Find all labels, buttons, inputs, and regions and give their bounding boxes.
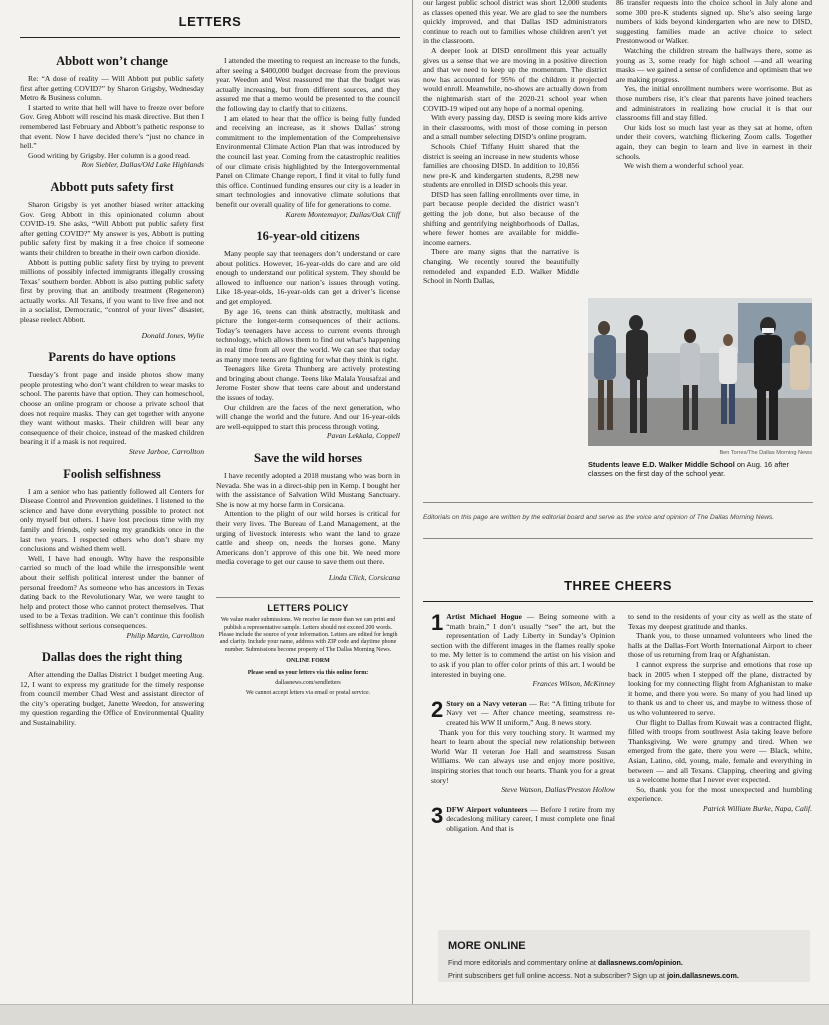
headline-abbott-wont-change: Abbott won’t change [56,54,168,68]
editorial-paragraph: With every passing day, DISD is seeing more kids arrive in their classrooms, with most of those coming in person and a small number selecting DISD’s online program. [423,113,607,142]
subscribe-link[interactable]: join.dallasnews.com. [666,971,739,980]
cheer-body: — Before I retire from my decadeslong military career, I must complete one final obligation. And that is [446,804,615,833]
policy-body: We value reader submissions. We receive far more than we can print and publish a representative sample. Letters should not exceed 200 words. Please include the source of your information. Letters are edited for length and clarity. Include your name, address with ZIP code and daytime phone number. Submissions become property of The Dallas Morning News. [218,617,398,653]
editorial-column-1 [423,0,607,286]
letter-paragraph: Attention to the plight of our wild horses is critical for their very lives. The Bureau of Land Management, at the urging of livestock interests who want the land to graze cattle and sheep on, needs the horses gone. Many Americans don’t approve of this one bit. We need more media coverage to get our cause to save them out there. [216,509,400,567]
letters-header [20,14,400,38]
cheer-body: — Being someone with a “math brain,” I don’t usually “see” the art, but the representation of Lady Liberty in Sunday’s Opinion section with the different images in the flames really spoke to me. My letter is to commend the artist on his vision and to ask if you plan to offer color prints of this art. I would be interested in buying one. [431,612,615,679]
letter-paragraph: Tuesday’s front page and inside photos show many people protesting who don’t want children to wear masks to school. The parents have that option. They can homeschool, choose an online program or choose a private school that does not require masks. They can get together with anyone they want without masks. Their children will bear any consequence of their choice, instead of the masked children bearing it if a mask is not required. [20,370,204,447]
letter-paragraph: Re: “A dose of reality — Will Abbott put public safety first after getting COVID?” by Sharon Grigsby, Wednesday Metro & Business column. [20,74,204,103]
editorial-paragraph: DISD has seen falling enrollments over time, in part because people decided the district wasn’t getting the job done, but also because of the shifting and gentrifying neighborhoods of Dallas, where fewer homes are available for middle-income earners. [423,189,579,247]
editorial-divider-bottom [423,538,813,539]
three-cheers-column-2 [628,612,812,813]
cheer-paragraph: So, thank you for the most unexpected and humbling experience. [628,784,812,804]
more-online-text: Print subscribers get full online access. Not a subscriber? Sign up at [448,971,667,980]
headline-parents-options: Parents do have options [48,350,176,365]
letters-policy [216,604,400,698]
more-online-box [438,930,810,982]
photo-credit: Ben Torres/The Dallas Morning News [719,450,812,456]
policy-online-label: ONLINE FORM [286,658,330,665]
editorial-column-2 [616,0,812,171]
cheer-lead: Story on a Navy veteran [446,698,527,708]
letter-signature: Philip Martin, Carrollton [126,630,204,640]
more-online-title: MORE ONLINE [448,940,526,952]
letter-paragraph: Sharon Grigsby is yet another biased writer attacking Gov. Greg Abbott in this opinionated column about COVID-19. She asks, “Will Abbott put public safety first after getting COVID?” My answer is yes, Abbott is putting public safety first by making it a free choice if someone wants their children to breathe in their own carbon dioxide. [20,199,204,257]
editorial-paragraph: A deeper look at DISD enrollment this year actually gives us a sense that we are moving in a positive direction and that we need to keep up the momentum. The district now has accounted for 95% of the children it projected would enroll. Meanwhile, no-shows are actually down from the nightmarish start of the 2020-21 school year when COVID-19 wiped out any hope of a normal opening. [423,45,607,113]
letter-signature: Steve Jarboe, Carrollton [128,447,204,456]
letter-paragraph: I am a senior who has patiently followed all Centers for Disease Control and Prevention guidelines. I listened to the science and have done everything possible to protect not only myself but others. I have lost precious time with my family and friends, only seeing my grandkids once in the last two years. I respected others who don’t share my conclusions and wished them well. [20,486,204,554]
letter-paragraph: I attended the meeting to request an increase to the funds, after seeing a $400,000 budget decrease from the previous year. Weedon and West reassured me that the budget was actually increasing, but from different sources, and they assured me that a memo would be presented to the council the following day to clarify that to citizens. [216,56,400,113]
letter-paragraph: After attending the Dallas District 1 budget meeting Aug. 12, I want to express my gratitude for the timely response from council member Chad West and assistant director of the city’s operating budget, Janette Weedon, for answering my question regarding the Office of Environmental Quality and Sustainability. [20,670,204,728]
letter-signature: Donald Jones, Wylie [141,330,204,340]
letter-paragraph: I started to write that hell will have to freeze over before Gov. Greg Abbott will rescind his mask directive. But then I remembered last February and Abbott’s pathetic response to that event. Now I have decided there’s “just no chance in hell.” [20,102,204,151]
letter-paragraph: Good writing by Grigsby. Her column is a good read. [28,150,191,160]
cheer-paragraph: I cannot express the surprise and emotions that rose up back in 2005 when I stepped off the plane, distracted by looking for my connecting flight from Afghanistan to make it home, and there you were. So many of you had lined up to thank us and to cheer us, and maybe to witness those of us who volunteered to serve. [628,659,812,717]
letters-column-2 [216,56,400,698]
letter-paragraph: Our children are the faces of the next generation, who will change the world and the future. And our 16-year-olds are well-equipped to start this process through voting. [216,402,400,431]
editorial-note: Editorials on this page are written by the editorial board and serve as the voice and opinion of The Dallas Morning News. [423,514,775,521]
policy-title: LETTERS POLICY [267,602,349,613]
letter-paragraph: I am elated to hear that the office is being fully funded and receiving an increase, as it shows Dallas’ strong commitment to the implementation of the Comprehensive Environmental Climate Action Plan that was introduced by the council last year. Coming from the catastrophic realities of our climate crisis highlighted by the Intergovernmental Panel on Climate Change report, I find it vital to fully fund this office. Continued funding ensures our city is a leader in smart technologies and innovative climate solutions that benefit our overall quality of life for generations to come. [216,113,400,209]
editorial-paragraph: There are many signs that the narrative is changing. We recently toured the beautifully remodeled and expanded E.D. Walker Middle School in North Dallas, [423,247,579,286]
cheer-item-2 [431,696,615,795]
cheer-item-3 [431,802,615,834]
three-cheers-title: THREE CHEERS [564,578,672,593]
editorial-divider [423,502,813,503]
letters-section-title: LETTERS [178,14,242,29]
editorial-paragraph: We wish them a wonderful school year. [624,161,744,171]
letter-paragraph: Many people say that teenagers don’t understand or care about politics. However, 16-year-olds do care and are old enough to understand our political system. They should be allowed to influence our nation’s issues through voting. Like 18-year-olds, 16-year-olds can get a driver’s license and get employed. [216,249,400,307]
letter-paragraph: Well, I have had enough. Why have the responsible carried so much of the load while the irresponsible went about their selfish political interest under the banner of personal freedom? As someone who has ancestors in Texas dating back to the Revolutionary War, we were taught to help and protect those who cannot protect themselves. That used to be a Texas tradition. We can’t continue this foolish selfishness without serious consequences. [20,553,204,630]
letter-signature: Karem Montemayor, Dallas/Oak Cliff [285,209,400,219]
caption-bold: Students leave E.D. Walker Middle School [588,460,735,469]
cheer-number: 1 [431,610,444,635]
cheer-paragraph: Thank you, to those unnamed volunteers who lined the halls at the Dallas-Fort Worth International Airport to cheer those of us returning from Iraq or Afghanistan. [628,631,812,660]
cheer-lead: DFW Airport volunteers [446,804,528,814]
headline-abbott-safety: Abbott puts safety first [50,179,174,194]
photo-caption [588,460,814,478]
caption-text: on Aug. 16 after classes on the first day of the school year. [588,460,790,478]
letter-paragraph: By age 16, teens can think abstractly, multitask and picture the longer-term consequences of their actions. Today’s teenagers have access to current events through technology, which allows them to find out what’s happening in real time from all over the world. We can see that today as many more teens are fighting for what they think is right. [216,306,400,364]
three-cheers-header [423,578,813,602]
policy-online-text: Please send us your letters via this online form: [247,669,369,676]
cheer-item-1 [431,612,615,689]
letter-paragraph: Teenagers like Greta Thunberg are actively protesting and bringing about change. Teens like Malala Yousafzai and Jerome Foster show that teens care about and understand the issues of today. [216,364,400,402]
opinion-link[interactable]: dallasnews.com/opinion. [597,958,683,967]
cheer-lead: Artist Michael Hogue [446,612,522,621]
editorial-paragraph: Schools Chief Tiffany Huitt shared that the district is seeing an increase in new students whose families are choosing DISD. In addition to 10,856 new pre-K and kindergarten students, 8,298 new students are enrolled in DISD schools this year. [423,141,579,190]
letter-paragraph: Abbott is putting public safety first by trying to prevent millions of possibly infected immigrants illegally crossing Texas’ southern border. Abbott is also putting public safety first by proving that an antibody treatment (Regeneron) actually works. All Texans, if you want to live free and not in a socialist, Democratic, “control of your lives” disaster, please reelect Abbott. [20,257,204,325]
more-online-line-1 [448,958,800,967]
students-photo-image [588,298,812,446]
policy-note: We cannot accept letters via email or postal service. [245,690,371,697]
headline-dallas-right-thing: Dallas does the right thing [41,650,183,665]
cheer-number: 2 [431,696,444,722]
letter-signature: Ron Siebler, Dallas/Old Lake Highlands [81,160,204,170]
cheer-signature: Steve Watson, Dallas/Preston Hollow [501,785,615,795]
headline-wild-horses: Save the wild horses [254,450,362,465]
cheer-signature: Frances Wilson, McKinney [532,679,615,689]
cheer-paragraph: Our flight to Dallas from Kuwait was a contracted flight, filled with troops from southwest Asia taking leave before Thanksgiving. We were grumpy and tired. When we emerged from the gate, there you were — Black, white, Asian, Latino, old, young, male, female and everything in between — and all Texans. Clapping, cheering and giving us a welcome home that I never ever expected. [628,717,812,785]
cheer-paragraph: to send to the residents of your city as well as the state of Texas my deepest gratitude and thanks. [628,612,812,631]
letter-paragraph: I have recently adopted a 2018 mustang who was born in Nevada. She was in a direct-ship pen in Kemp. I bought her with the assistance of Salvation Wild Mustang Sanctuary. She is now at my horse farm in Corsicana. [216,470,400,509]
headline-teen-citizens: 16-year-old citizens [256,229,360,244]
three-cheers-column-1 [431,612,615,833]
cheer-paragraph: Thank you for this very touching story. It warmed my heart to learn about the special new relationship between World War II veteran Joe Hall and seamstress Susan Williams. We can always use and enjoy more positive, inspiring stories that touch our hearts. Thank you for a great story! [431,727,615,785]
editorial-paragraph: 86 transfer requests into the choice school in July alone and some 300 pre-K students signed up. She’s also seeing large numbers of kids beyond kindergarten who are new to DISD, suggesting families made an active choice to select Prestonwood or Walker. [616,0,812,46]
editorial-paragraph: Yes, the initial enrollment numbers were worrisome. But as those numbers rise, it’s clear that parents have joined teachers and administrators in realizing how crucial it is that our classrooms fill and stay filled. [616,84,812,123]
cheer-number: 3 [431,802,444,828]
column-divider [412,0,413,1024]
letters-column-1 [20,46,204,728]
editorial-paragraph: our largest public school district was short 12,000 students as classes opened this year. We are glad to see the numbers quickly improved, and that Dallas ISD administrators continue to reach out to families whose children aren’t yet in the classroom. [423,0,607,46]
more-online-text: Find more editorials and commentary online at [448,958,598,967]
cheer-body: — Re: “A fitting tribute for Navy vet — After chance meeting, seamstress re-created his WW II uniform,” Aug. 8 news story. [446,698,615,727]
students-photo [588,298,812,446]
more-online-line-2 [448,971,800,980]
policy-url[interactable]: dallasnews.com/sendletters [275,679,341,686]
page-bottom-band [0,1004,829,1025]
letter-signature: Pavan Lekkala, Coppell [326,431,400,441]
headline-foolish-selfishness: Foolish selfishness [63,466,161,481]
editorial-paragraph: Our kids lost so much last year as they sat at home, often under their covers, watching flickering Zoom calls. Together again, they can begin to learn and live in earnest in their schools. [616,122,812,161]
letter-signature: Linda Click, Corsicana [328,572,400,582]
editorial-paragraph: Watching the children stream the hallways there, some as young as 3, some ready for high school —and all wearing masks — we gained a sense of confidence and optimism that we are making progress. [616,45,812,84]
cheer-signature: Patrick William Burke, Napa, Calif. [702,803,812,813]
